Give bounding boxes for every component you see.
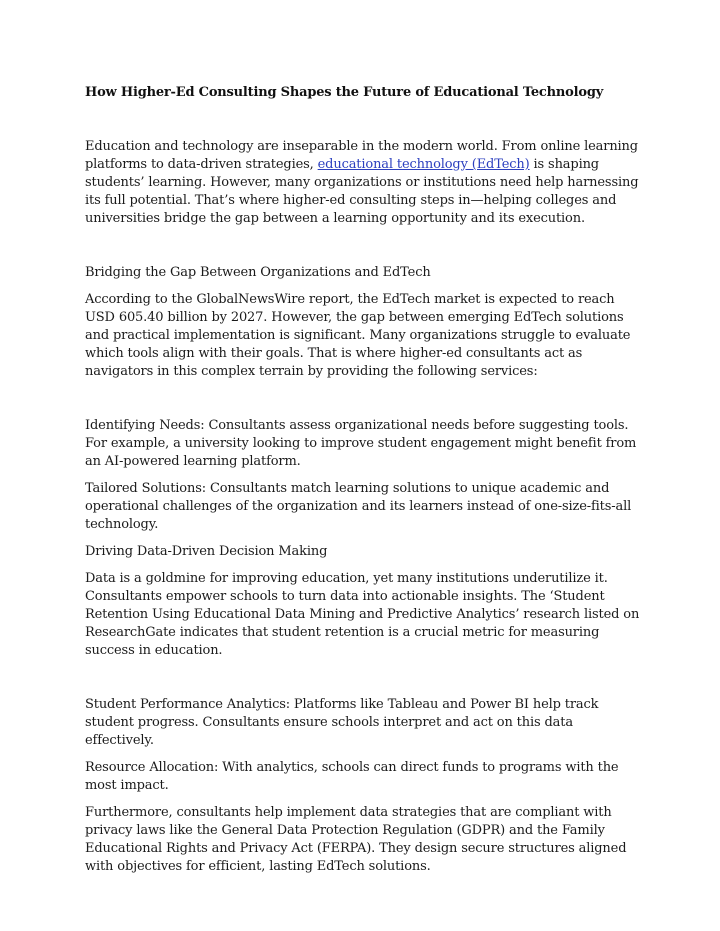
intro-paragraph: [85, 138, 640, 228]
list-item-performance-analytics: Student Performance Analytics: Platforms like Tableau and Power BI help track student progress. Consultants ensure schools interpret and act on this data effectively.: [85, 697, 599, 748]
intro-text-after-link: is shaping students’ learning. However, many organizations or institutions need help harnessing its full potential. That’s where higher-ed consulting steps in—helping colleges and universities bridge the gap between a learning opportunity and its execution.: [85, 157, 639, 226]
section-paragraph-bridging: According to the GlobalNewsWire report, the EdTech market is expected to reach USD 605.40 billion by 2027. However, the gap between emerging EdTech solutions and practical implementation is significant. Many organizations struggle to evaluate which tools align with their goals. That is where higher-ed consultants act as navigators in this complex terrain by providing the following services:: [85, 292, 631, 379]
intro-text-before-link: Education and technology are inseparable in the modern world. From online learning platforms to data-driven strategies,: [85, 139, 638, 172]
document-title: How Higher-Ed Consulting Shapes the Future of Educational Technology: [85, 85, 604, 100]
document-body: [85, 84, 640, 876]
section-paragraph-data-driven: Data is a goldmine for improving education, yet many institutions underutilize it. Consultants empower schools to turn data into actionable insights. The ‘Student Retention Using Educational Data Mining and Predictive Analytics’ research listed on ResearchGate indicates that student retention is a crucial metric for measuring success in education.: [85, 571, 640, 658]
list-item-resource-allocation: Resource Allocation: With analytics, schools can direct funds to programs with the most impact.: [85, 760, 619, 793]
list-item-tailored-solutions: Tailored Solutions: Consultants match learning solutions to unique academic and operational challenges of the organization and its learners instead of one-size-fits-all technology.: [85, 481, 632, 532]
section-heading-data-driven: Driving Data-Driven Decision Making: [85, 544, 328, 559]
list-item-identifying-needs: Identifying Needs: Consultants assess organizational needs before suggesting tools. For example, a university looking to improve student engagement might benefit from an AI-powered learning platform.: [85, 418, 637, 469]
closing-paragraph: Furthermore, consultants help implement data strategies that are compliant with privacy laws like the General Data Protection Regulation (GDPR) and the Family Educational Rights and Privacy Act (FERPA). They design secure structures aligned with objectives for efficient, lasting EdTech solutions.: [85, 805, 627, 874]
section-heading-bridging: Bridging the Gap Between Organizations and EdTech: [85, 265, 431, 280]
edtech-link[interactable]: educational technology (EdTech): [317, 157, 530, 172]
